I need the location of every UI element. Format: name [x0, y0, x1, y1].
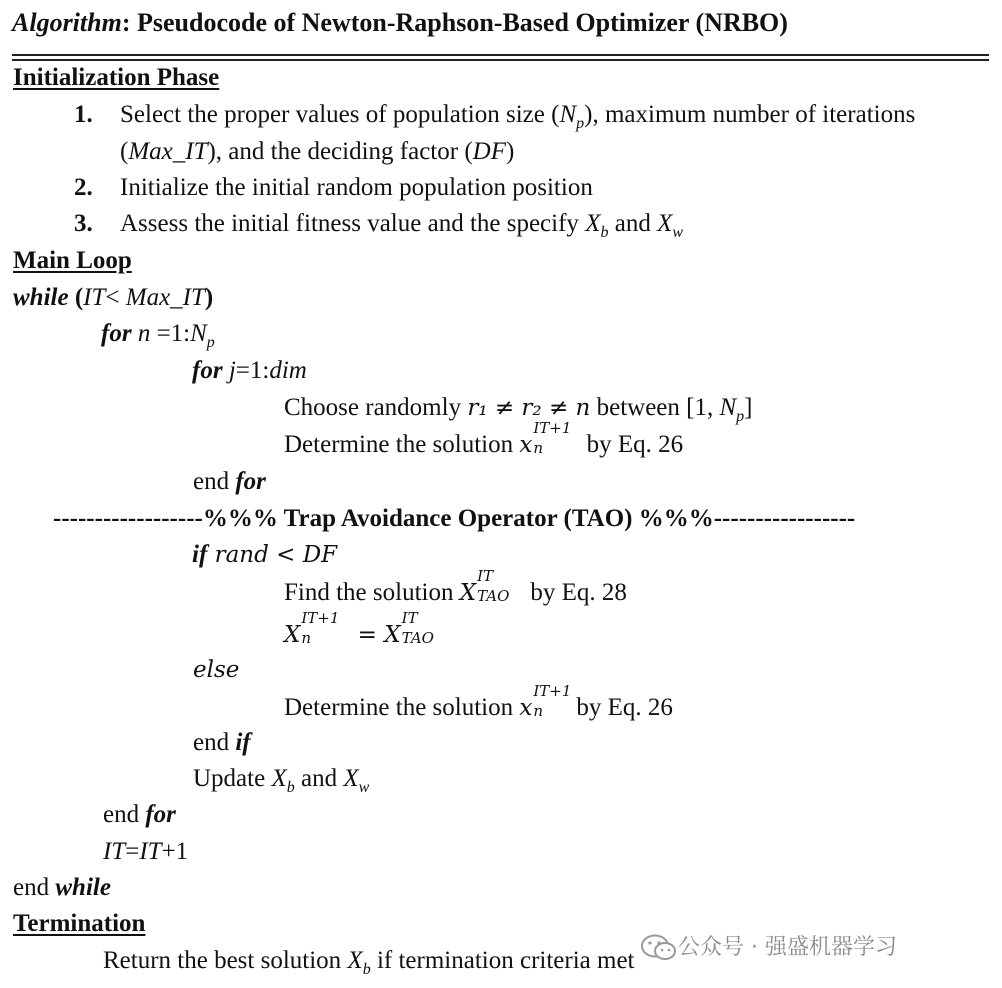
choose-line: Choose randomly r₁ ≠ r₂ ≠ n between [1, $N_p$] — [284, 394, 753, 425]
algorithm-label: Algorithm — [12, 8, 122, 37]
top-rule-2 — [12, 59, 989, 61]
determine-line-2: Determine the solution x IT+1 n by Eq. 26 — [284, 682, 673, 721]
for-n-line: for $n =1:N_p$ — [101, 320, 215, 351]
algorithm-title-text: : Pseudocode of Newton-Raphson-Based Optimizer (NRBO) — [121, 8, 788, 37]
termination-line: Return the best solution $X_b$ if termination criteria met — [103, 947, 635, 978]
init-step-2: 2. Initialize the initial random population position — [74, 174, 593, 201]
end-if: end if — [193, 729, 251, 756]
end-while: end while — [13, 874, 111, 901]
init-step-3: 3. Assess the initial fitness value and the specify $X_b$ and $X_w$ — [74, 210, 684, 241]
termination-heading: Termination — [13, 910, 146, 937]
init-step-1: 1. Select the proper values of population size $(N_p)$, maximum number of iterations — [74, 101, 916, 132]
end-for-n: end for — [103, 801, 176, 828]
while-line: while (IT< Max_IT) — [13, 284, 214, 311]
update-line: Update $X_b$ and $X_w$ — [193, 765, 370, 796]
determine-line-1: Determine the solution x IT+1 n by Eq. 26 — [284, 419, 684, 458]
top-rule-1 — [12, 54, 989, 56]
tao-separator: ------------------%%% Trap Avoidance Operator (TAO) %%%----------------- — [53, 505, 856, 532]
assign-line: X IT+1 n = X IT TAO — [284, 609, 434, 648]
for-j-line: for j=1:dim — [192, 357, 307, 384]
else-line: else — [193, 657, 240, 683]
init-heading: Initialization Phase — [13, 64, 220, 91]
watermark-text: 公众号 · 强盛机器学习 — [678, 935, 897, 960]
if-line: if rand < DF — [192, 541, 338, 568]
algorithm-title — [12, 8, 788, 38]
end-for-j: end for — [193, 468, 266, 495]
increment-line: IT=IT+1 — [103, 838, 189, 865]
init-step-1-cont: (Max_IT), and the deciding factor (DF) — [120, 138, 515, 165]
wechat-icon — [640, 933, 678, 963]
find-tao-line: Find the solution X IT TAO by Eq. 28 — [284, 567, 627, 606]
main-loop-heading: Main Loop — [13, 247, 132, 274]
watermark — [640, 930, 897, 963]
